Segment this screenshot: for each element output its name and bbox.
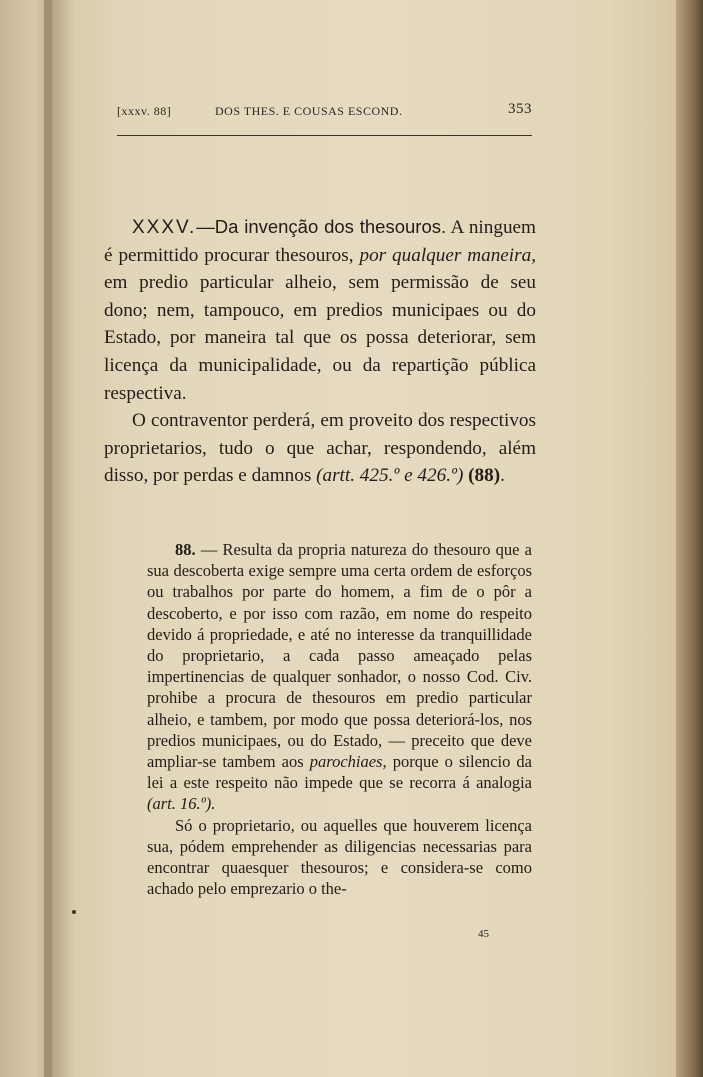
main-text xyxy=(104,213,536,490)
paragraph-text: O contraventor perderá, em proveito dos respectivos proprietarios, tudo o que achar, respondendo, além disso, por perdas e damnos xyxy=(104,410,536,487)
period-text: . xyxy=(500,465,505,487)
section-paragraph xyxy=(104,213,536,407)
note-text: — Resulta da propria natureza do thesouro que a sua descoberta exige sempre uma certa ordem de esforços ou trabalhos por parte do homem, a fim de o pôr a descoberto, e por isso com razão, em nome do respeito devido á propriedade, e até no interesse da tranquillidade do proprietario, a cada passo ameaçado pelas impertinencias de qualquer sonhador, o nosso Cod. Civ. prohibe a procura de thesouros em predio particular alheio, e tambem, por modo que possa deteriorá-los, nos predios municipaes, ou do Estado, — preceito que deve ampliar-se tambem aos xyxy=(147,540,532,772)
section-number: XXXV. xyxy=(132,217,197,238)
running-title: DOS THES. E COUSAS ESCOND. xyxy=(215,104,403,118)
annotation-note xyxy=(147,539,532,899)
running-header xyxy=(117,101,532,126)
note-paragraph: Só o proprietario, ou aquelles que houverem licença sua, pódem emprehender as diligencias necessarias para encontrar quaesquer thesouros; e considera-se como achado pelo emprezario o the- xyxy=(147,815,532,899)
page-number: 353 xyxy=(508,101,532,117)
section-title: Da invenção dos thesouros. xyxy=(214,216,447,237)
emphasis-text: parochiaes, xyxy=(309,752,387,772)
article-citation: (art. 16.º). xyxy=(147,794,216,814)
paragraph-text: em predio particular alheio, sem permissão de seu dono; nem, tampouco, em predios municipaes ou do Estado, por maneira tal que os possa deteriorar, sem licença da municipalidade, ou da repartição pública respectiva. xyxy=(104,272,536,404)
section-reference: [xxxv. 88] xyxy=(117,104,172,118)
right-page-edge xyxy=(676,0,703,1077)
note-paragraph xyxy=(147,539,532,815)
note-text: porque o silencio da lei a este respeito não impede que se recorra á analogia xyxy=(147,752,532,793)
book-gutter xyxy=(44,0,74,1077)
section-paragraph xyxy=(104,407,536,490)
margin-speck xyxy=(72,910,76,914)
note-number: 88. xyxy=(175,540,196,559)
section-dash: — xyxy=(196,216,215,237)
paragraph-text: A ninguem é permittido procurar thesouros, xyxy=(104,217,536,266)
note-reference: (88) xyxy=(468,465,501,487)
article-citation: (artt. 425.º e 426.º) xyxy=(316,465,464,487)
emphasis-text: por qualquer maneira, xyxy=(359,244,536,266)
printer-signature: 45 xyxy=(478,928,489,940)
header-rule xyxy=(117,135,532,136)
